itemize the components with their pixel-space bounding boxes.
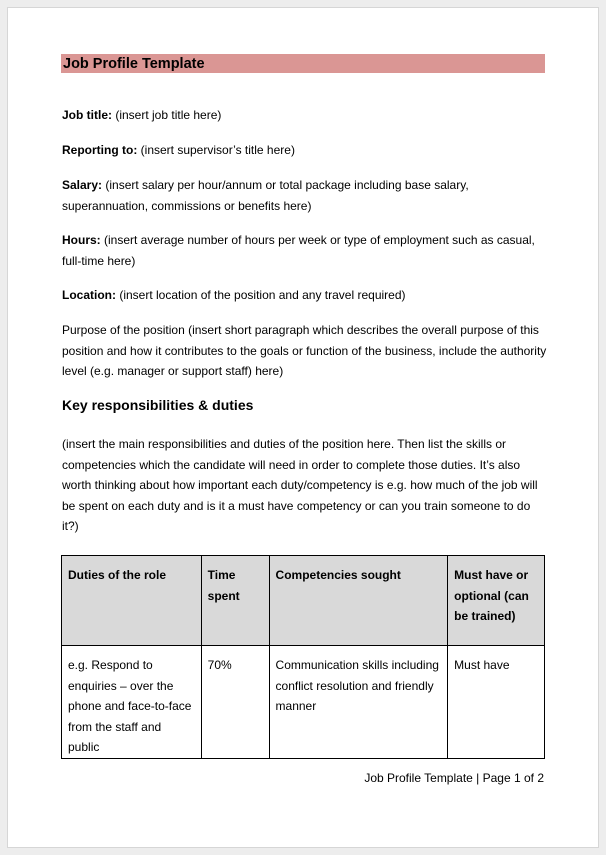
cell-time: 70% bbox=[201, 646, 269, 759]
hours-value: (insert average number of hours per week or type of employment such as casual, full-time here) bbox=[62, 233, 535, 268]
job-title-label: Job title: bbox=[62, 108, 112, 122]
document-page bbox=[8, 8, 598, 847]
title-banner bbox=[61, 54, 545, 73]
purpose-paragraph: Purpose of the position (insert short paragraph which describes the overall purpose of this position and how it contributes to the goals or function of the business, include the authority level (e.g. manager or support staff) here) bbox=[62, 323, 547, 378]
job-title-field bbox=[62, 105, 548, 126]
header-must-have: Must have or optional (can be trained) bbox=[448, 556, 545, 646]
cell-must-have: Must have bbox=[448, 646, 545, 759]
table-header-row bbox=[62, 556, 545, 646]
duties-table bbox=[61, 555, 545, 759]
cell-duty: e.g. Respond to enquiries – over the phone and face-to-face from the staff and public bbox=[62, 646, 202, 759]
hours-label: Hours: bbox=[62, 233, 101, 247]
header-competencies: Competencies sought bbox=[269, 556, 448, 646]
location-label: Location: bbox=[62, 288, 116, 302]
section-paragraph: (insert the main responsibilities and duties of the position here. Then list the skills or competencies which the candidate will need in order to complete those duties. It’s also worth thinking about how important each duty/competency is e.g. how much of the job will be spent on each duty and is it a must have competency or can you train someone to do it?) bbox=[62, 437, 538, 533]
cell-competency: Communication skills including conflict resolution and friendly manner bbox=[269, 646, 448, 759]
job-title-value: (insert job title here) bbox=[112, 108, 222, 122]
table-row bbox=[62, 646, 545, 759]
header-time-spent: Time spent bbox=[201, 556, 269, 646]
salary-value: (insert salary per hour/annum or total package including base salary, superannuation, commissions or benefits here) bbox=[62, 178, 469, 213]
header-duties: Duties of the role bbox=[62, 556, 202, 646]
reporting-to-label: Reporting to: bbox=[62, 143, 138, 157]
section-heading: Key responsibilities & duties bbox=[62, 397, 254, 413]
page-footer: Job Profile Template | Page 1 of 2 bbox=[364, 771, 544, 785]
document-title: Job Profile Template bbox=[63, 56, 205, 72]
reporting-to-value: (insert supervisor’s title here) bbox=[137, 143, 295, 157]
salary-label: Salary: bbox=[62, 178, 103, 192]
location-value: (insert location of the position and any travel required) bbox=[116, 288, 406, 302]
hours-field bbox=[62, 230, 548, 271]
salary-field bbox=[62, 175, 548, 216]
location-field bbox=[62, 285, 548, 306]
reporting-to-field bbox=[62, 140, 548, 161]
